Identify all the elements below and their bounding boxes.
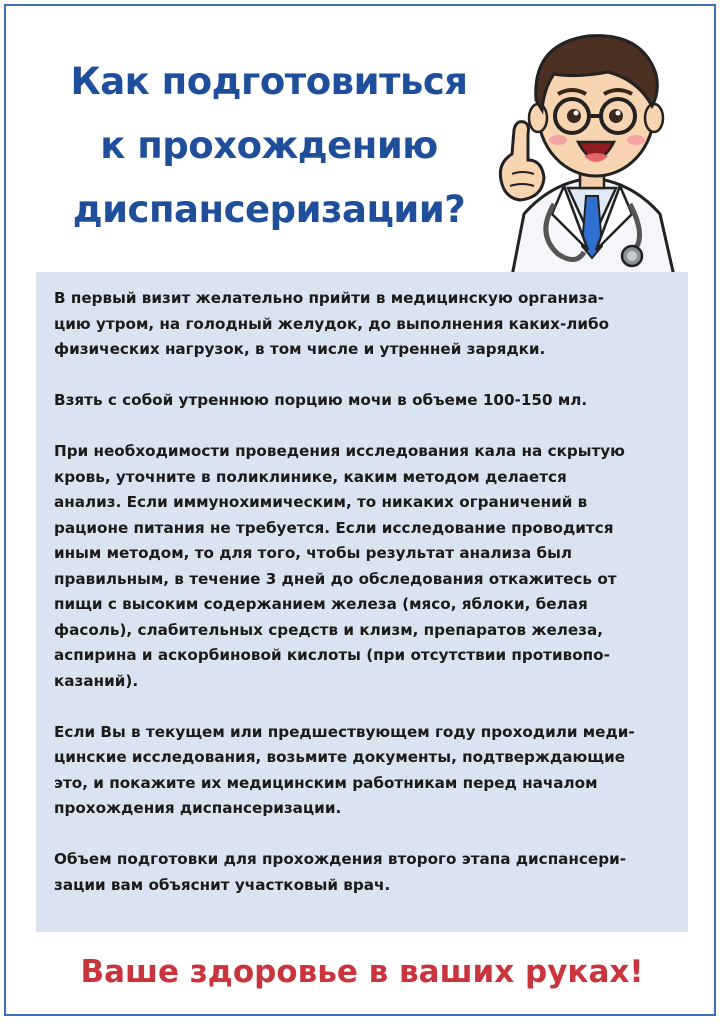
title-line-3: диспансеризации? bbox=[72, 188, 466, 231]
instruction-paragraph: Взять с собой утреннюю порцию мочи в объеме 100-150 мл. bbox=[54, 391, 588, 409]
instruction-paragraph: Если Вы в текущем или предшествующем году проходили меди- цинские исследования, возьмите документы, подтверждающие это, и покажите их медицинским работникам перед началом прохождения диспансеризации. bbox=[54, 722, 635, 817]
doctor-illustration-icon bbox=[492, 14, 692, 276]
instruction-paragraph: Объем подготовки для прохождения второго этапа диспансери- зации вам объяснит участковый врач. bbox=[54, 850, 627, 894]
title-line-2: к прохождению bbox=[100, 124, 438, 167]
instruction-paragraph: В первый визит желательно прийти в медицинскую организа- цию утром, на голодный желудок, до выполнения каких-либо физических нагрузок, в том числе и утренней зарядки. bbox=[54, 289, 610, 358]
slogan: Ваше здоровье в ваших руках! bbox=[80, 954, 644, 990]
page-title bbox=[28, 50, 510, 242]
instruction-paragraph: При необходимости проведения исследования кала на скрытую кровь, уточните в поликлинике, каким методом делается анализ. Если иммунохимическим, то никаких ограничений в рационе питания не требуется. Если исследование проводится иным методом, то для того, чтобы результат анализа был правильным, в течение 3 дней до обследования откажитесь от пищи с высоким содержанием железа (мясо, яблоки, белая фасоль), слабительных средств и клизм, препаратов железа, аспирина и аскорбиновой кислоты (при отсутствии противопо- казаний). bbox=[54, 442, 625, 690]
instructions-panel bbox=[36, 272, 688, 932]
title-line-1: Как подготовиться bbox=[70, 60, 468, 103]
